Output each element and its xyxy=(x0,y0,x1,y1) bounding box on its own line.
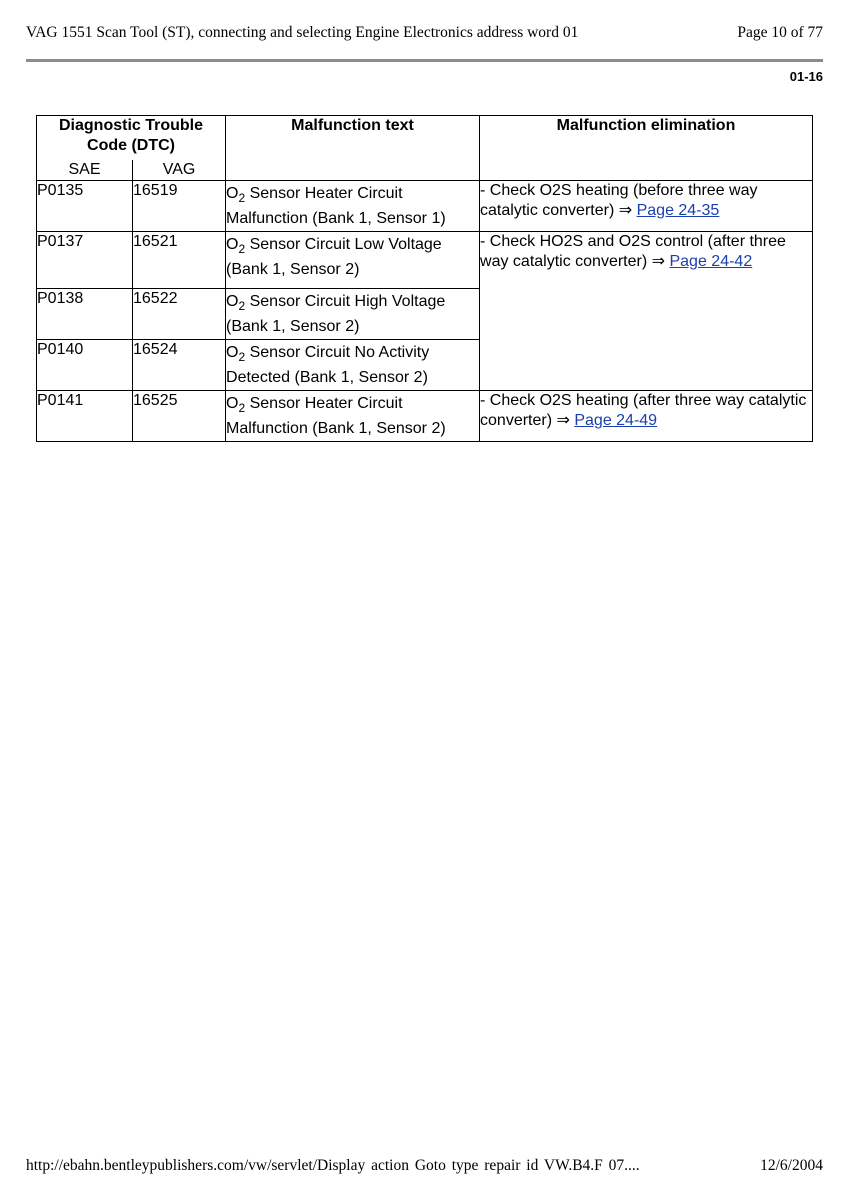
malfunction-text: $O_2$ Sensor Circuit High Voltage (Bank 1, Sensor 2) xyxy=(226,289,480,340)
table-header-row xyxy=(37,116,813,161)
vag-code: 16521 xyxy=(133,232,226,289)
footer-url: http://ebahn.bentleypublishers.com/vw/servlet/Display action Goto type repair id VW.B4.F 07.... xyxy=(26,1157,640,1174)
sae-code: P0137 xyxy=(37,232,133,289)
table-row xyxy=(37,232,813,289)
vag-code: 16525 xyxy=(133,391,226,442)
table-row xyxy=(37,391,813,442)
section-code: 01-16 xyxy=(789,69,823,84)
page-link[interactable]: Page 24-42 xyxy=(669,253,753,270)
vag-code: 16524 xyxy=(133,340,226,391)
header-divider xyxy=(26,59,823,62)
malfunction-text-column-header: Malfunction text xyxy=(226,116,480,181)
malfunction-elimination: - Check HO2S and O2S control (after three way catalytic converter) ⇒ Page 24-42 xyxy=(480,232,813,391)
page-link[interactable]: Page 24-49 xyxy=(574,412,658,429)
malfunction-text: $O_2$ Sensor Heater Circuit Malfunction (Bank 1, Sensor 1) xyxy=(226,181,480,232)
vag-column-header: VAG xyxy=(133,160,226,181)
dtc-table xyxy=(36,115,813,442)
sae-code: P0140 xyxy=(37,340,133,391)
malfunction-elimination: - Check O2S heating (after three way catalytic converter) ⇒ Page 24-49 xyxy=(480,391,813,442)
sae-column-header: SAE xyxy=(37,160,133,181)
sae-code: P0141 xyxy=(37,391,133,442)
sae-code: P0135 xyxy=(37,181,133,232)
malfunction-text: $O_2$ Sensor Heater Circuit Malfunction (Bank 1, Sensor 2) xyxy=(226,391,480,442)
vag-code: 16522 xyxy=(133,289,226,340)
malfunction-text: $O_2$ Sensor Circuit No Activity Detected (Bank 1, Sensor 2) xyxy=(226,340,480,391)
malfunction-text: $O_2$ Sensor Circuit Low Voltage (Bank 1, Sensor 2) xyxy=(226,232,480,289)
footer-date: 12/6/2004 xyxy=(760,1157,823,1174)
malfunction-elimination-column-header: Malfunction elimination xyxy=(480,116,813,181)
page-link[interactable]: Page 24-35 xyxy=(636,202,720,219)
malfunction-elimination: - Check O2S heating (before three way catalytic converter) ⇒ Page 24-35 xyxy=(480,181,813,232)
sae-code: P0138 xyxy=(37,289,133,340)
page-number: Page 10 of 77 xyxy=(737,24,823,41)
document-title: VAG 1551 Scan Tool (ST), connecting and selecting Engine Electronics address word 01 xyxy=(26,24,579,41)
table-row xyxy=(37,181,813,232)
vag-code: 16519 xyxy=(133,181,226,232)
dtc-column-header: Diagnostic Trouble Code (DTC) xyxy=(37,116,226,161)
